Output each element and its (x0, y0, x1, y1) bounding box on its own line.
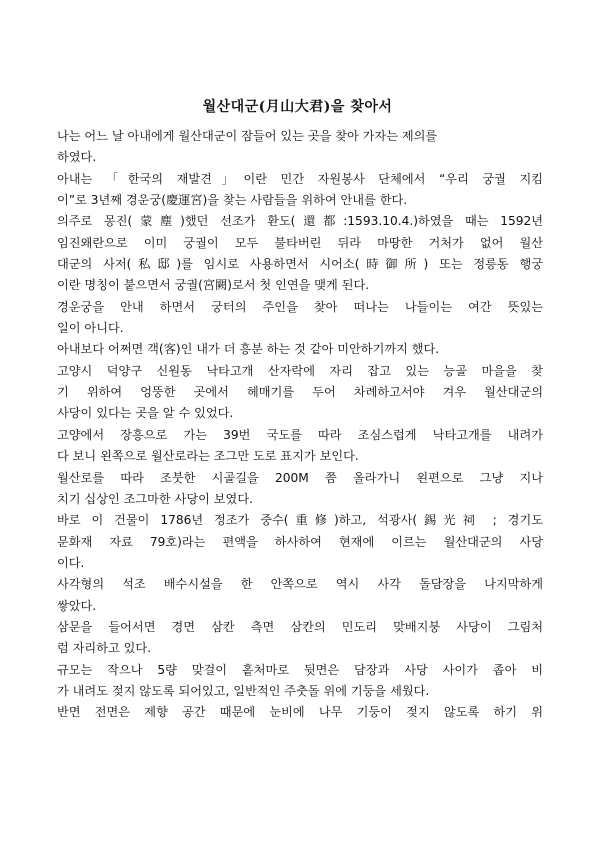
text-line: 다 보니 왼쪽으로 월산로라는 조그만 도로 표지가 보인다. (57, 449, 359, 464)
text-line: 문화재 자료 79호)라는 편액을 하사하여 현재에 이르는 월산대군의 사당 (57, 534, 543, 549)
text-line: 치기 십상인 조그마한 사당이 보였다. (57, 491, 253, 506)
text-line: 사당이 있다는 곳을 알 수 있었다. (57, 406, 234, 421)
text-line: 나는 어느 날 아내에게 월산대군이 잠들어 있는 곳을 찾아 가자는 제의를 (57, 129, 438, 143)
text-line: 하였다. (57, 150, 97, 165)
text-line: 럼 자리하고 있다. (57, 641, 152, 656)
text-line: 의주로 몽진(蒙塵)했던 선조가 환도(還都:1593.10.4.)하였을 때는 1592년 (57, 214, 543, 229)
text-line: 이다. (57, 555, 85, 570)
text-line: 쌓았다. (57, 598, 97, 613)
body-text (57, 126, 543, 724)
document-title: 월산대군(月山大君)을 찾아서 (202, 99, 393, 115)
text-line: 임진왜란으로 이미 궁궐이 모두 불타버린 뒤라 마땅한 거처가 없어 월산 (57, 235, 543, 250)
text-line: 가 내려도 젖지 않도록 되어있고, 일반적인 주춧돌 위에 기둥을 세웠다. (57, 683, 430, 698)
text-line: 일이 아니다. (57, 321, 124, 336)
text-line: 바로 이 건물이 1786년 정조가 중수(重修)하고, 석광사(錫光祠 ; 경기도 (57, 513, 543, 528)
text-line: 이”로 3년째 경운궁(慶運宮)을 찾는 사람들을 위하여 안내를 한다. (57, 193, 408, 208)
text-line: 기 위하여 엉뚱한 곳에서 헤매기를 두어 차례하고서야 겨우 월산대군의 (57, 385, 543, 400)
text-line: 삼문을 들어서면 경면 삼칸 측면 삼칸의 민도리 맞배지붕 사당이 그림처 (57, 619, 543, 634)
text-line: 고양시 덕양구 신원동 낙타고개 산자락에 자리 잡고 있는 능골 마을을 찾 (57, 363, 543, 378)
text-line: 고양에서 장흥으로 가는 39번 국도를 따라 조심스럽게 낙타고개를 내려가 (57, 427, 543, 442)
text-line: 사각형의 석조 배수시설을 한 안쪽으로 역시 사각 돌담장을 나지막하게 (57, 577, 543, 592)
text-line: 이란 명칭이 붙으면서 궁궐(宮闕)로서 첫 인연을 맺게 된다. (57, 278, 370, 293)
text-line: 아내는 「한국의 재발견」이란 민간 자원봉사 단체에서 “우리 궁궐 지킴 (57, 171, 543, 186)
text-line: 아내보다 어쩌면 객(客)인 내가 더 흥분 하는 것 같아 미안하기까지 했다. (57, 342, 440, 357)
text-line: 반면 전면은 제향 공간 때문에 눈비에 나무 기둥이 젖지 않도록 하기 위 (57, 705, 543, 720)
text-line: 월산로를 따라 조붓한 시골길을 200M 쯤 올라가니 왼편으로 그냥 지나 (57, 470, 543, 485)
text-line: 경운궁을 안내 하면서 궁터의 주인을 찾아 떠나는 나들이는 여간 뜻있는 (57, 299, 543, 314)
text-line: 대군의 사저(私邸)를 임시로 사용하면서 시어소(時御所) 또는 정릉동 행궁 (57, 257, 543, 272)
text-line: 규모는 작으나 5량 맞걸이 홑처마로 뒷면은 담장과 사당 사이가 좁아 비 (57, 662, 543, 677)
